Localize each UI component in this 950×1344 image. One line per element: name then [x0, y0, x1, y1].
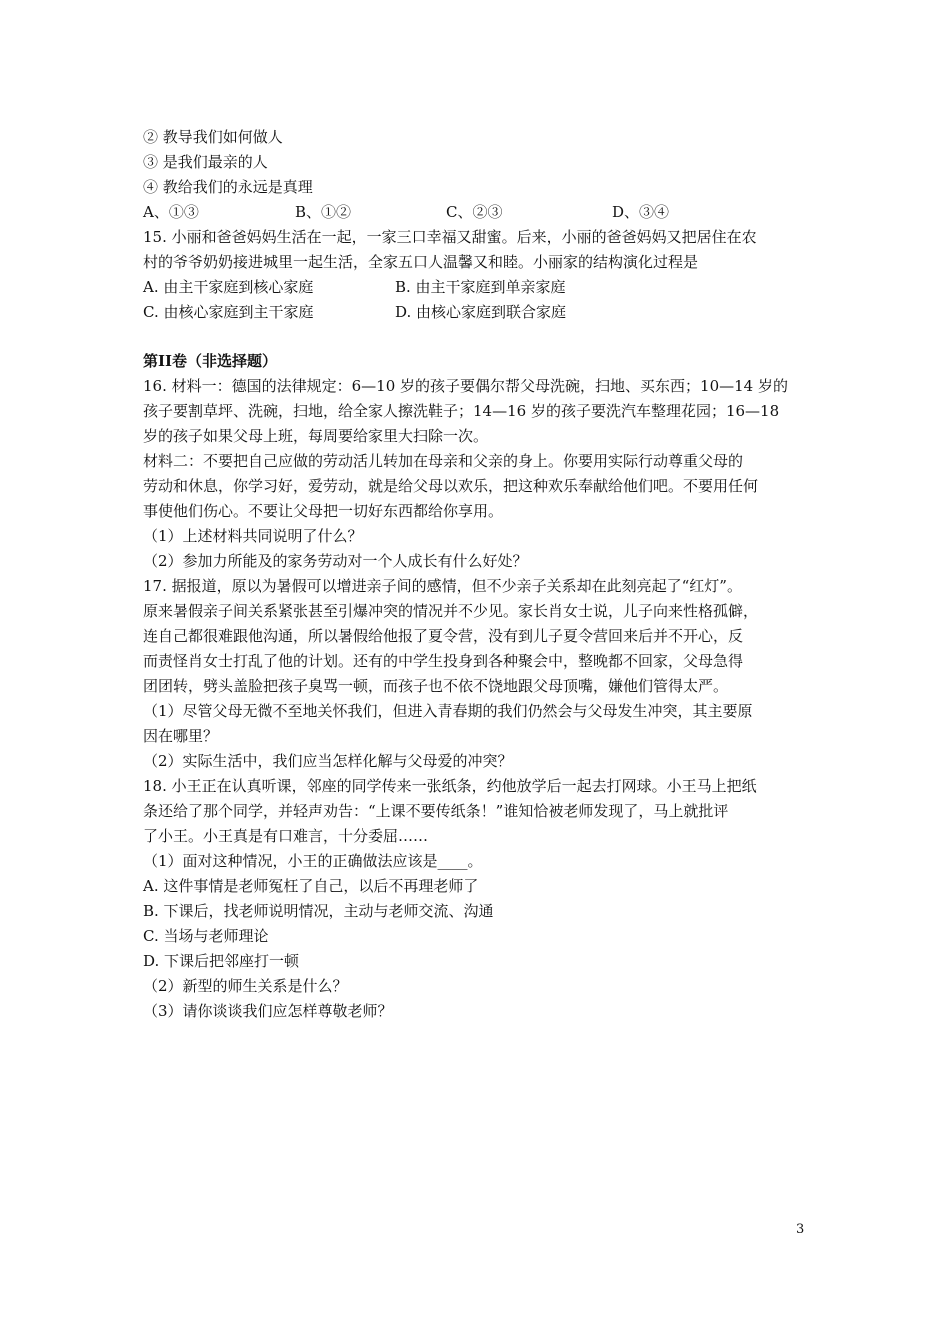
- q15-option-a: A. 由主干家庭到核心家庭: [143, 278, 314, 296]
- q15-text-line-1: 15. 小丽和爸爸妈妈生活在一起，一家三口幸福又甜蜜。后来，小丽的爸爸妈妈又把居住在农: [143, 228, 757, 246]
- page-number: 3: [796, 1222, 805, 1237]
- q14-option-a: A、①③: [143, 203, 199, 221]
- q17-subquestion-1a: （1）尽管父母无微不至地关怀我们，但进入青春期的我们仍然会与父母发生冲突，其主要原: [143, 702, 753, 720]
- q18-subquestion-3: （3）请你谈谈我们应怎样尊敬老师？: [143, 1002, 393, 1020]
- q17-text-line-4: 而责怪肖女士打乱了他的计划。还有的中学生投身到各种聚会中，整晚都不回家，父母急得: [143, 652, 744, 670]
- q18-text-line-2: 条还给了那个同学，并轻声劝告：“上课不要传纸条！”谁知恰被老师发现了，马上就批评: [143, 802, 729, 820]
- q14-option-c: C、②③: [446, 203, 503, 221]
- q18-subquestion-2: （2）新型的师生关系是什么？: [143, 977, 348, 995]
- q18-option-a: A. 这件事情是老师冤枉了自己，以后不再理老师了: [143, 877, 479, 895]
- q18-option-c: C. 当场与老师理论: [143, 927, 269, 945]
- q18-text-line-3: 了小王。小王真是有口难言，十分委屈……: [143, 827, 429, 845]
- q18-option-b: B. 下课后，找老师说明情况，主动与老师交流、沟通: [143, 902, 494, 920]
- section-2-title: 第II卷（非选择题）: [143, 352, 278, 370]
- q17-text-line-2: 原来暑假亲子间关系紧张甚至引爆冲突的情况并不少见。家长肖女士说，儿子向来性格孤僻，: [143, 602, 759, 620]
- q14-option-b: B、①②: [295, 203, 352, 221]
- q17-text-line-1: 17. 据报道，原以为暑假可以增进亲子间的感情，但不少亲子关系却在此刻亮起了“红灯”。: [143, 577, 742, 595]
- q18-option-d: D. 下课后把邻座打一顿: [143, 952, 300, 970]
- q16-subquestion-2: （2）参加力所能及的家务劳动对一个人成长有什么好处？: [143, 552, 528, 570]
- q17-subquestion-2: （2）实际生活中，我们应当怎样化解与父母爱的冲突？: [143, 752, 513, 770]
- q16-text-line-4: 材料二：不要把自己应做的劳动活儿转加在母亲和父亲的身上。你要用实际行动尊重父母的: [143, 452, 744, 470]
- q14-item-2: ② 教导我们如何做人: [143, 128, 283, 146]
- q16-text-line-3: 岁的孩子如果父母上班，每周要给家里大扫除一次。: [143, 427, 489, 445]
- q17-text-line-5: 团团转，劈头盖脸把孩子臭骂一顿，而孩子也不依不饶地跟父母顶嘴，嫌他们管得太严。: [143, 677, 729, 695]
- q18-text-line-1: 18. 小王正在认真听课，邻座的同学传来一张纸条，约他放学后一起去打网球。小王马上把纸: [143, 777, 757, 795]
- q15-option-d: D. 由核心家庭到联合家庭: [395, 303, 567, 321]
- q16-text-line-2: 孩子要割草坪、洗碗，扫地，给全家人擦洗鞋子；14—16 岁的孩子要洗汽车整理花园；16—18: [143, 402, 780, 420]
- q14-item-4: ④ 教给我们的永远是真理: [143, 178, 313, 196]
- q16-subquestion-1: （1）上述材料共同说明了什么？: [143, 527, 363, 545]
- q14-option-d: D、③④: [612, 203, 670, 221]
- q15-option-c: C. 由核心家庭到主干家庭: [143, 303, 314, 321]
- q16-text-line-1: 16. 材料一：德国的法律规定：6—10 岁的孩子要偶尔帮父母洗碗，扫地、买东西；10—14 岁的: [143, 377, 788, 395]
- q16-text-line-6: 事使他们伤心。不要让父母把一切好东西都给你享用。: [143, 502, 504, 520]
- q17-text-line-3: 连自己都很难跟他沟通，所以暑假给他报了夏令营，没有到儿子夏令营回来后并不开心，反: [143, 627, 744, 645]
- q18-subquestion-1: （1）面对这种情况，小王的正确做法应该是____。: [143, 852, 483, 870]
- q15-option-b: B. 由主干家庭到单亲家庭: [395, 278, 566, 296]
- q16-text-line-5: 劳动和休息，你学习好，爱劳动，就是给父母以欢乐，把这种欢乐奉献给他们吧。不要用任何: [143, 477, 759, 495]
- q14-item-3: ③ 是我们最亲的人: [143, 153, 268, 171]
- q17-subquestion-1b: 因在哪里？: [143, 727, 219, 745]
- q15-text-line-2: 村的爷爷奶奶接进城里一起生活，全家五口人温馨又和睦。小丽家的结构演化过程是: [143, 253, 699, 271]
